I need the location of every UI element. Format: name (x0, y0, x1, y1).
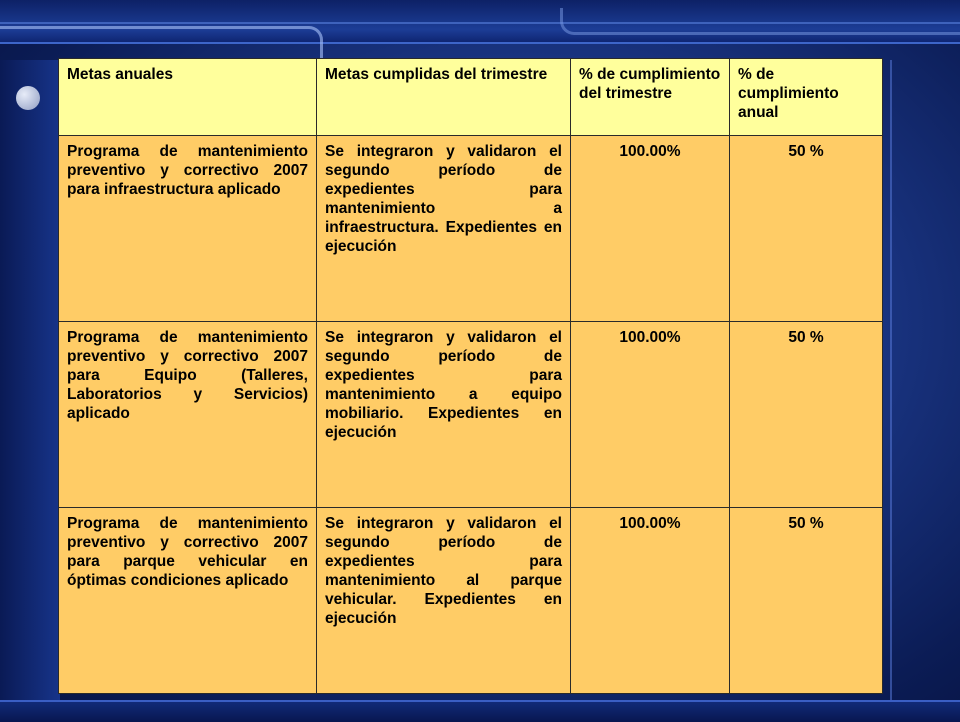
table-row (59, 136, 883, 322)
bottom-decor-band (0, 700, 960, 722)
cell-pct-trimestre: 100.00% (571, 322, 730, 508)
decor-bracket-left (0, 26, 323, 59)
table-row (59, 322, 883, 508)
cell-cumplidas: Se integraron y validaron el segundo período de expedientes para mantenimiento a infraestructura. Expedientes en ejecución (317, 136, 571, 322)
table-header-row (59, 59, 883, 136)
cell-meta: Programa de mantenimiento preventivo y correctivo 2007 para infraestructura aplicado (59, 136, 317, 322)
decor-circle-icon (16, 86, 40, 110)
cell-cumplidas: Se integraron y validaron el segundo período de expedientes para mantenimiento al parque vehicular. Expedientes en ejecución (317, 508, 571, 694)
cell-meta: Programa de mantenimiento preventivo y correctivo 2007 para Equipo (Talleres, Laboratorios y Servicios) aplicado (59, 322, 317, 508)
metas-table (58, 58, 883, 694)
table-row (59, 508, 883, 694)
cell-cumplidas: Se integraron y validaron el segundo período de expedientes para mantenimiento a equipo mobiliario. Expedientes en ejecución (317, 322, 571, 508)
cell-meta: Programa de mantenimiento preventivo y correctivo 2007 para parque vehicular en óptimas condiciones aplicado (59, 508, 317, 694)
header-pct-anual: % de cumplimiento anual (730, 59, 883, 136)
left-decor-panel (0, 60, 60, 700)
decor-bracket-right (560, 8, 960, 35)
cell-pct-trimestre: 100.00% (571, 508, 730, 694)
header-metas-anuales: Metas anuales (59, 59, 317, 136)
cell-pct-anual: 50 % (730, 136, 883, 322)
header-metas-cumplidas: Metas cumplidas del trimestre (317, 59, 571, 136)
right-decor-line (890, 60, 892, 700)
header-pct-trimestre: % de cumplimiento del trimestre (571, 59, 730, 136)
cell-pct-trimestre: 100.00% (571, 136, 730, 322)
cell-pct-anual: 50 % (730, 508, 883, 694)
cell-pct-anual: 50 % (730, 322, 883, 508)
